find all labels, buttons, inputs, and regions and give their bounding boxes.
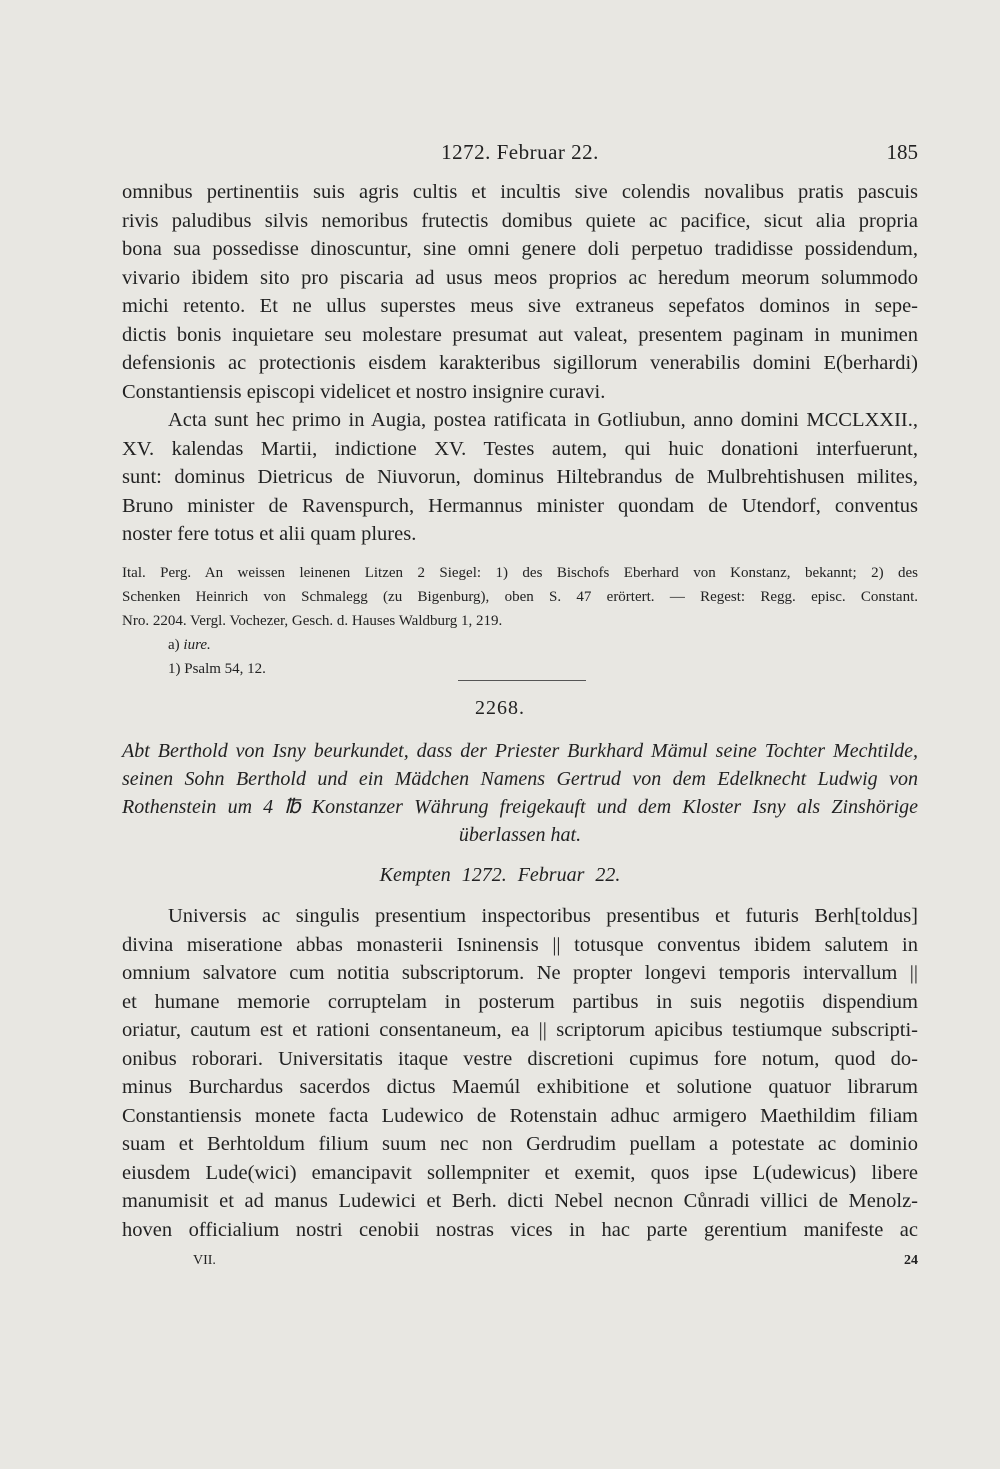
text-line: Universis ac singulis presentium inspectoribus presentibus et futuris Berh[toldus] — [168, 905, 918, 927]
running-header — [122, 140, 918, 170]
text-line: omnium salvatore cum notitia subscriptorum. Ne propter longevi temporis intervallum || — [122, 962, 918, 984]
text-block-continuation — [122, 178, 918, 549]
text-line: michi retento. Et ne ullus superstes meus sive extraneus sepefatos dominos in sepe- — [122, 295, 918, 317]
regest-line: seinen Sohn Berthold und ein Mädchen Namens Gertrud von dem Edelknecht Ludwig von — [122, 768, 918, 790]
text-line: et humane memorie corruptelam in posterum partibus in suis negotiis dispendium — [122, 990, 918, 1013]
text-line: noster fere totus et alii quam plures. — [122, 523, 417, 545]
footnote-1: 1) Psalm 54, 12. — [168, 661, 266, 677]
text-line: bona sua possedisse dinoscuntur, sine omni genere doli perpetuo tradidisse possidendum, — [122, 238, 918, 260]
footnote-a — [122, 633, 918, 657]
text-line: Acta sunt hec primo in Augia, postea ratificata in Gotliubun, anno domini MCCLXXII., — [168, 409, 918, 431]
text-line: sunt: dominus Dietricus de Niuvorun, dominus Hiltebrandus de Mulbrehtishusen milites, — [122, 466, 918, 488]
regest-line: Rothenstein um 4 ℔ Konstanzer Währung freigekauft und dem Kloster Isny als Zinshörige — [122, 796, 918, 818]
note-line: Nro. 2204. Vergl. Vochezer, Gesch. d. Hauses Waldburg 1, 219. — [122, 613, 503, 629]
text-line: onibus roborari. Universitatis itaque vestre discretioni cupimus fore notum, quod do- — [122, 1047, 918, 1070]
text-line: eiusdem Lude(wici) emancipavit sollempniter et exemit, quos ipse L(udewicus) libere — [122, 1161, 918, 1184]
text-block-charter — [122, 902, 918, 1244]
text-line: manumisit et ad manus Ludewici et Berh. dicti Nebel necnon Cůnradi villici de Menolz- — [122, 1190, 918, 1212]
footnote-a-label: a) — [168, 637, 180, 653]
text-line: hoven officialium nostri cenobii nostras vices in hac parte gerentium manifeste ac — [122, 1218, 918, 1241]
sheet-number: 24 — [904, 1253, 918, 1268]
header-title: 1272. Februar 22. — [441, 140, 599, 164]
note-line: Ital. Perg. An weissen leinenen Litzen 2 Siegel: 1) des Bischofs Eberhard von Konstanz, bekannt; 2) des — [122, 565, 918, 581]
note-line: Schenken Heinrich von Schmalegg (zu Bigenburg), oben S. 47 erörtert. — Regest: Regg. episc. Constant. — [122, 589, 918, 605]
text-line: Constantiensis monete facta Ludewico de Rotenstain adhuc armigero Maethildim filiam — [122, 1104, 918, 1127]
place-date-line: Kempten 1272. Februar 22. — [379, 864, 621, 886]
text-line: defensionis ac protectionis eisdem karakteribus sigillorum venerabilis domini E(berhardi) — [122, 352, 918, 374]
document-number: 2268. — [475, 697, 525, 719]
text-line: rivis paludibus silvis nemoribus frutectis domibus quiete ac pacifice, sicut alia propria — [122, 209, 918, 232]
text-line: dictis bonis inquietare seu molestare presumat aut valeat, presentem paginam in munimen — [122, 323, 918, 346]
text-line: divina miseratione abbas monasterii Isninensis || totusque conventus ibidem salutem in — [122, 933, 918, 956]
regest-line: Abt Berthold von Isny beurkundet, dass der Priester Burkhard Mämul seine Tochter Mechtilde, — [122, 740, 918, 762]
regest-summary — [122, 737, 918, 849]
text-line: omnibus pertinentiis suis agris cultis et incultis sive colendis novalibus pratis pascuis — [122, 181, 918, 203]
text-line: minus Burchardus sacerdos dictus Maemúl exhibitione et solutione quatuor librarum — [122, 1076, 918, 1098]
text-line: Constantiensis episcopi videlicet et nostro insignire curavi. — [122, 380, 606, 403]
regest-line: überlassen hat. — [458, 824, 582, 846]
text-line: Bruno minister de Ravenspurch, Hermannus minister quondam de Utendorf, conventus — [122, 494, 918, 517]
text-line: vivario ibidem sito pro piscaria ad usus meos proprios ac heredum meorum solummodo — [122, 266, 918, 289]
footnote-a-text: iure. — [183, 637, 211, 653]
volume-signature: VII. — [193, 1253, 216, 1268]
page-footer — [193, 1253, 918, 1273]
page-number: 185 — [886, 140, 918, 164]
section-divider — [458, 680, 586, 681]
text-line: oriatur, cautum est et rationi consentaneum, ea || scriptorum apicibus testiumque subscripti- — [122, 1019, 918, 1041]
text-line: suam et Berhtoldum filium suum nec non Gerdrudim puellam a potestate ac dominio — [122, 1133, 918, 1155]
text-line: XV. kalendas Martii, indictione XV. Testes autem, qui huic donationi interfuerunt, — [122, 437, 918, 460]
editorial-notes — [122, 561, 918, 681]
